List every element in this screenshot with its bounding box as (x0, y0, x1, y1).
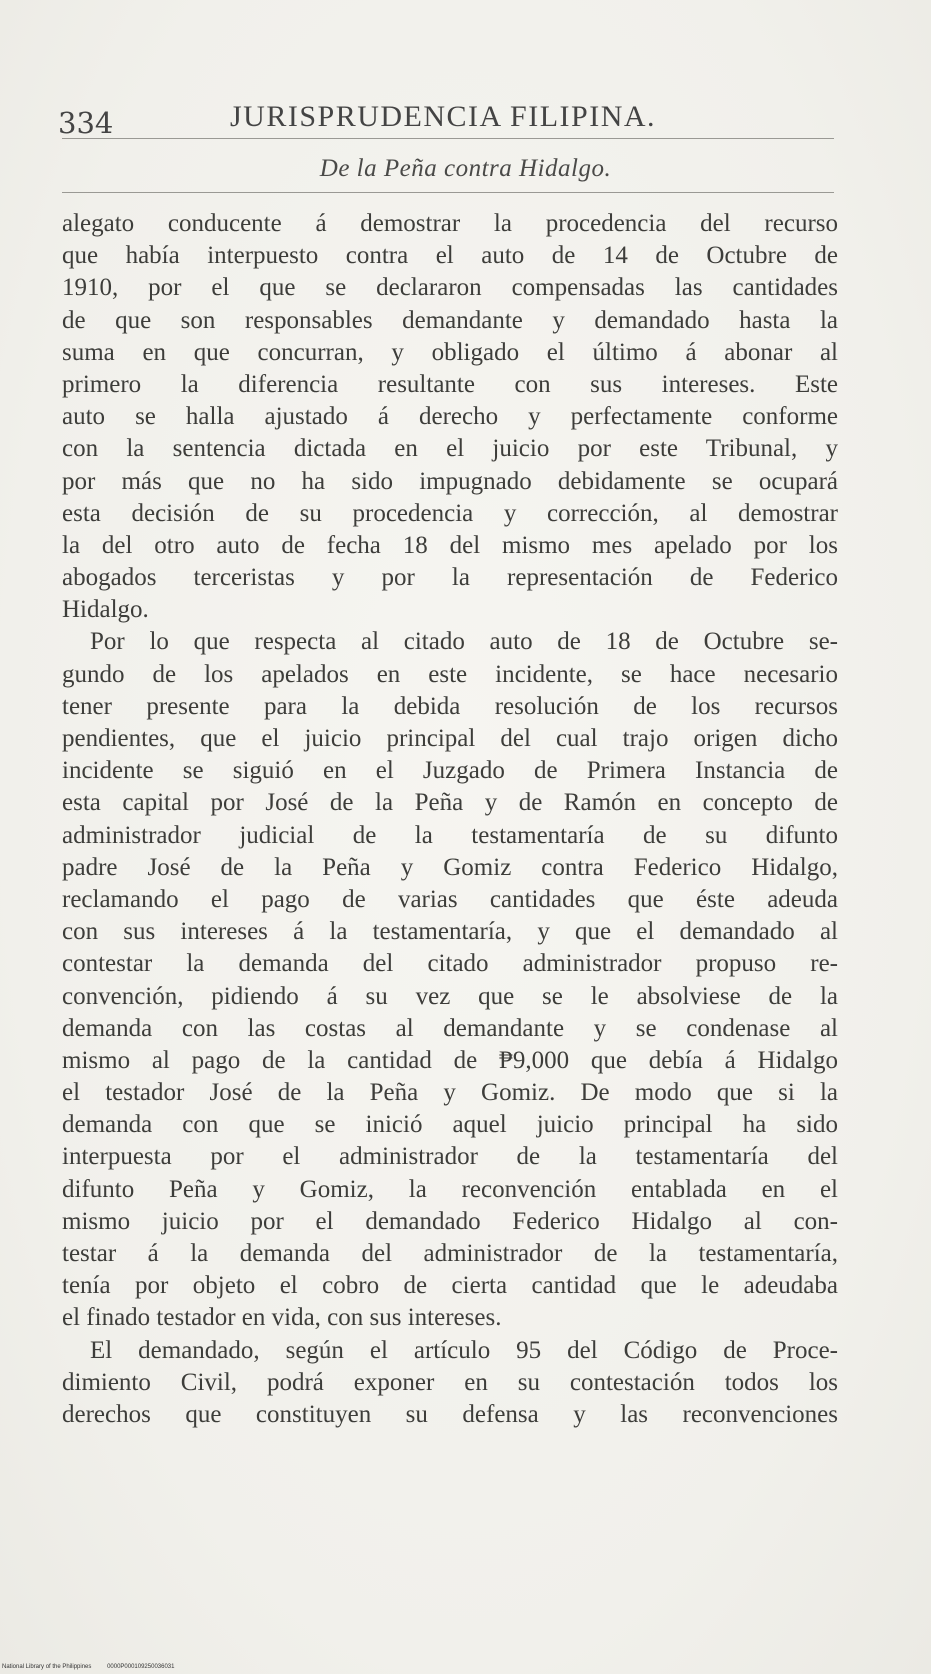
text-line: convención, pidiendo á su vez que se le absolviese de la (62, 982, 838, 1010)
text-line: pendientes, que el juicio principal del cual trajo origen dicho (62, 725, 838, 752)
footer-library: National Library of the Philippines (2, 1664, 92, 1670)
text-line: primero la diferencia resultante con sus intereses. Este (62, 370, 838, 398)
text-line: padre José de la Peña y Gomiz contra Federico Hidalgo, (62, 853, 838, 881)
text-line: por más que no ha sido impugnado debidamente se ocupará (62, 467, 838, 495)
page-number: 334 (58, 106, 114, 140)
text-line: el testador José de la Peña y Gomiz. De modo que si la (62, 1079, 838, 1107)
text-line: reclamando el pago de varias cantidades que éste adeuda (62, 885, 838, 913)
text-line: abogados terceristas y por la representación de Federico (62, 564, 838, 592)
body-text (62, 208, 838, 1431)
running-title: JURISPRUDENCIA FILIPINA. (230, 100, 657, 133)
header-rule-bottom (62, 192, 834, 193)
page-footer (2, 1664, 188, 1670)
text-line: 1910, por el que se declararon compensadas las cantidades (62, 274, 838, 302)
text-line: la del otro auto de fecha 18 del mismo mes apelado por los (62, 531, 838, 559)
text-line: de que son responsables demandante y demandado hasta la (62, 306, 838, 334)
text-line: difunto Peña y Gomiz, la reconvención entablada en el (62, 1175, 838, 1203)
text-line: alegato conducente á demostrar la procedencia del recurso (62, 210, 838, 237)
text-line: Por lo que respecta al citado auto de 18 de Octubre se- (90, 628, 838, 656)
text-line: con la sentencia dictada en el juicio por este Tribunal, y (62, 435, 838, 463)
text-line: con sus intereses á la testamentaría, y que el demandado al (62, 918, 838, 946)
text-line: esta capital por José de la Peña y de Ramón en concepto de (62, 789, 838, 817)
text-line: incidente se siguió en el Juzgado de Primera Instancia de (62, 757, 838, 785)
text-line: el finado testador en vida, con sus intereses. (62, 1304, 502, 1332)
text-line: contestar la demanda del citado administrador propuso re- (62, 950, 838, 978)
text-line: mismo juicio por el demandado Federico Hidalgo al con- (62, 1207, 838, 1235)
text-line: El demandado, según el artículo 95 del Código de Proce- (90, 1336, 838, 1364)
text-line: mismo al pago de la cantidad de ₱9,000 que debía á Hidalgo (62, 1046, 838, 1074)
text-line: auto se halla ajustado á derecho y perfectamente conforme (62, 403, 838, 431)
text-line: testar á la demanda del administrador de la testamentaría, (62, 1240, 838, 1267)
header-rule-top (62, 138, 834, 139)
text-line: suma en que concurran, y obligado el último á abonar al (62, 338, 838, 366)
case-title: De la Peña contra Hidalgo. (319, 155, 612, 182)
footer-code: 0000P000109250036031 (107, 1664, 175, 1670)
text-line: derechos que constituyen su defensa y las reconvenciones (62, 1400, 838, 1428)
text-line: interpuesta por el administrador de la testamentaría del (62, 1143, 838, 1171)
text-line: Hidalgo. (62, 596, 149, 624)
text-line: tener presente para la debida resolución de los recursos (62, 692, 838, 720)
text-line: tenía por objeto el cobro de cierta cantidad que le adeudaba (62, 1272, 838, 1300)
text-line: demanda con las costas al demandante y se condenase al (62, 1014, 838, 1042)
text-line: demanda con que se inició aquel juicio principal ha sido (62, 1111, 838, 1139)
page-header (58, 100, 838, 140)
text-line: dimiento Civil, podrá exponer en su contestación todos los (62, 1368, 838, 1396)
text-line: esta decisión de su procedencia y corrección, al demostrar (62, 499, 838, 527)
text-line: que había interpuesto contra el auto de 14 de Octubre de (62, 242, 838, 270)
text-line: gundo de los apelados en este incidente, se hace necesario (62, 660, 838, 688)
text-line: administrador judicial de la testamentaría de su difunto (62, 821, 838, 849)
